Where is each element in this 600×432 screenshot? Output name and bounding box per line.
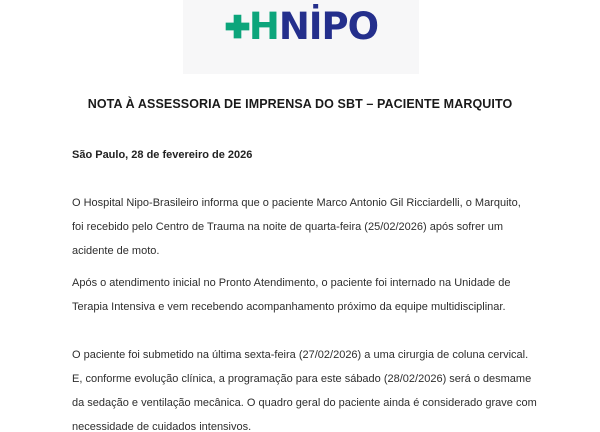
text-line: O Hospital Nipo-Brasileiro informa que o paciente Marco Antonio Gil Ricciardelli, o Marquito, [72, 197, 521, 209]
text-line: acidente de moto. [72, 245, 160, 257]
paragraph-treatment [72, 271, 552, 319]
document-title: NOTA À ASSESSORIA DE IMPRENSA DO SBT – PACIENTE MARQUITO [87, 97, 513, 111]
text-line: Após o atendimento inicial no Pronto Atendimento, o paciente foi internado na Unidade de [72, 277, 511, 289]
text-line: necessidade de cuidados intensivos. [72, 421, 252, 432]
text-line: E, conforme evolução clínica, a programação para este sábado (28/02/2026) será o desmame [72, 373, 532, 385]
medical-cross-icon [224, 13, 251, 40]
text-line: da sedação e ventilação mecânica. O quadro geral do paciente ainda é considerado grave com [72, 397, 537, 409]
text-line: O paciente foi submetido na última sexta-feira (27/02/2026) a uma cirurgia de coluna cervical. [72, 349, 529, 361]
logo-letter-h: H [248, 4, 279, 48]
hospital-logo-band [183, 0, 419, 74]
paragraph-intro [72, 191, 552, 263]
logo-green-mark [224, 4, 279, 48]
hnipo-logo [224, 4, 379, 48]
text-line: foi recebido pelo Centro de Trauma na noite de quarta-feira (25/02/2026) após sofrer um [72, 221, 504, 233]
paragraph-status [72, 343, 552, 432]
text-line: Terapia Intensiva e vem recebendo acompanhamento próximo da equipe multidisciplinar. [72, 301, 506, 313]
logo-nipo-text: NİPO [278, 4, 379, 48]
dateline: São Paulo, 28 de fevereiro de 2026 [72, 149, 253, 161]
